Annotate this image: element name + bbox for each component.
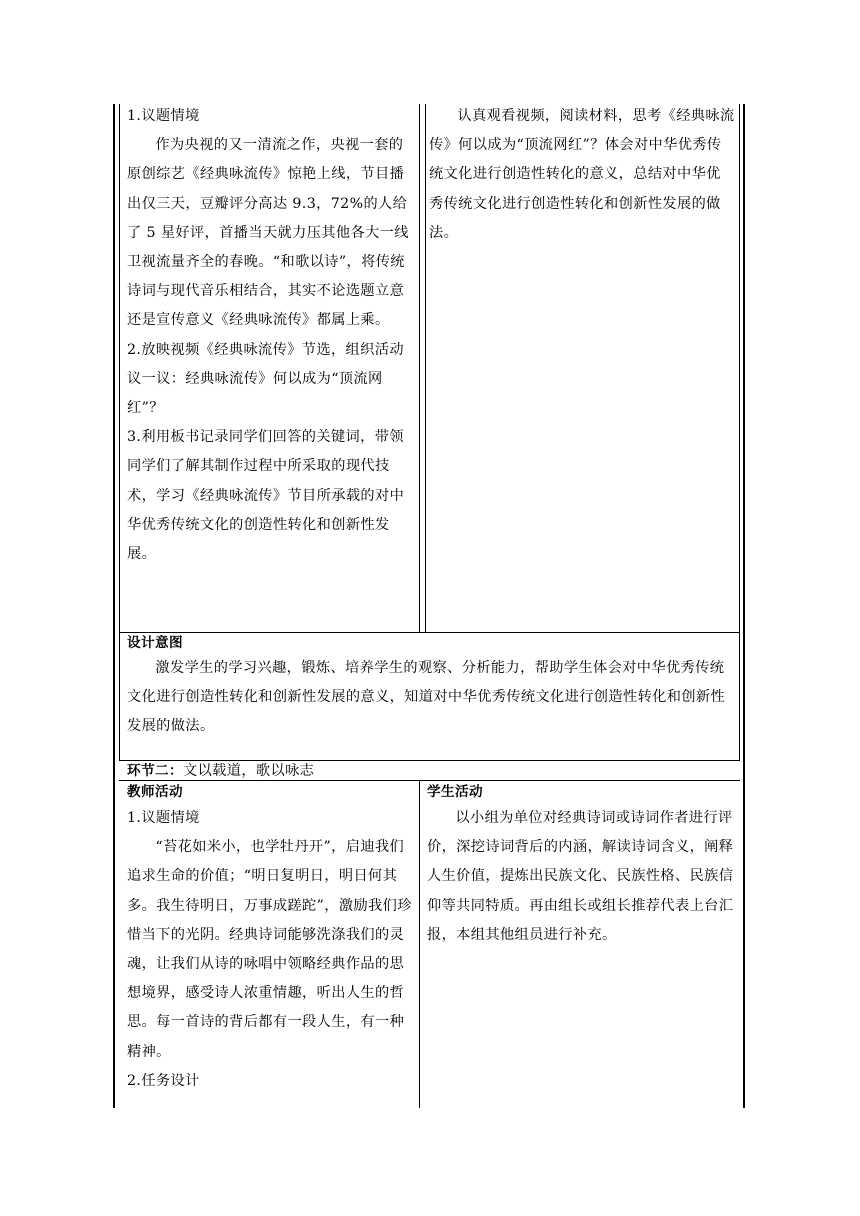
design-intent-text: 激发学生的学习兴趣，锻炼、培养学生的观察、分析能力，帮助学生体会对中华优秀传统文化进行创造性转化和创新性发展的意义，知道对中华优秀传统文化进行创造性转化和创新性发展的做法。 xyxy=(127,660,726,735)
cell-border xyxy=(419,780,420,1108)
row1-right-cell xyxy=(429,102,735,248)
issue-context-text: 作为央视的又一清流之作，央视一套的原创综艺《经典咏流传》惊艳上线，节目播出仅三天，豆瓣评分高达 9.3，72%的人给了 5 星好评，首播当天就力压其他各大一线卫视流量齐全的春晚。“和歌以诗”，将传统诗词与现代音乐相结合，其实不论选题立意还是宣传意义《经典咏流传》都属上乘。 xyxy=(127,137,409,329)
issue-heading-2: 1.议题情境 xyxy=(127,810,200,826)
row1-left-cell xyxy=(127,102,415,569)
student-activity-cell xyxy=(427,780,737,950)
cell-border xyxy=(739,632,740,760)
task-design-text: 2.任务设计 xyxy=(127,1072,200,1089)
student-activity-heading: 学生活动 xyxy=(427,784,483,800)
section2-label: 环节二： xyxy=(127,763,183,779)
cell-border xyxy=(739,104,740,632)
student-task-text: 认真观看视频，阅读材料，思考《经典咏流传》何以成为“顶流网红”？体会对中华优秀传统文化进行创造性转化的意义，总结对中华优秀传统文化进行创造性转化和创新性发展的做法。 xyxy=(429,108,735,241)
design-intent-heading: 设计意图 xyxy=(127,635,183,651)
section2-header xyxy=(127,760,735,782)
student-activity-text: 以小组为单位对经典诗词或诗词作者进行评价，深挖诗词背后的内涵，解读诗词含义，阐释人生价值，提炼出民族文化、民族性格、民族信仰等共同特质。再由组长或组长推荐代表上台汇报，本组其他组员进行补充。 xyxy=(427,810,734,943)
teacher-activity-heading: 教师活动 xyxy=(127,784,183,800)
section2-title: 文以载道，歌以咏志 xyxy=(182,763,315,779)
design-intent-cell xyxy=(127,632,735,742)
cell-border xyxy=(425,104,426,632)
poem-context-text: “苔花如米小，也学牡丹开”，启迪我们追求生命的价值；“明日复明日，明日何其多。我生待明日，万事成蹉跎”，激励我们珍惜当下的光阴。经典诗词能够洗涤我们的灵魂，让我们从诗的咏唱中领略经典作品的思想境界，感受诗人浓重情趣，听出人生的哲思。每一首诗的背后都有一段人生，有一种精神。 xyxy=(127,839,412,1060)
cell-border xyxy=(119,632,120,760)
teacher-activity-cell xyxy=(127,780,415,1096)
activity-2-text: 2.放映视频《经典咏流传》节选，组织活动议一议：经典咏流传》何以成为“顶流网红”？ xyxy=(127,341,404,417)
issue-heading: 1.议题情境 xyxy=(127,108,200,124)
cell-border xyxy=(419,104,420,632)
activity-3-text: 3.利用板书记录同学们回答的关键词，带领同学们了解其制作过程中所采取的现代技术，学习《经典咏流传》节目所承载的对中华优秀传统文化的创造性转化和创新性发展。 xyxy=(127,429,405,563)
cell-border xyxy=(119,104,120,632)
